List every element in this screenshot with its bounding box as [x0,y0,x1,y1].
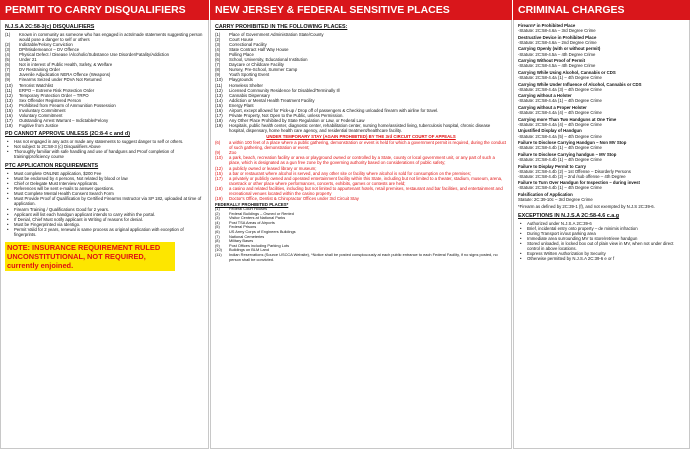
item-text: Under 21 [19,57,37,63]
item-text: Airport, except allowed for Pick-up / Drop off of passengers & Checking unloaded firearm with airline for travel. [229,107,439,113]
charge-item [518,58,685,68]
item-number: (13) [215,92,223,98]
item-text: Temporary Protection Order – TRPO [19,92,89,98]
charge-statute: -Statute: 2C:58-4.4a (5) – 4th Degree Crime [518,133,602,139]
list-item: • Immediate area surrounding MV to store/retrieve handgun [518,236,685,241]
item-text: National Cemeteries [229,233,265,239]
item-number: (7) [215,62,221,68]
item-text: School, University, Educational Institution [229,57,308,63]
item-number: (3) [5,47,11,53]
list-item: • Must be endorsed by 4 persons, Not related by blood or law [5,176,204,181]
item-number: (2) [5,42,11,47]
item-number: (14) [5,102,13,108]
federal-places-list [215,207,507,262]
item-text: Doctor's Office, Dentist & Chiropractor Offices under 3rd Circuit Stay [229,195,359,201]
item-text: Federal Prisons [229,224,257,230]
item-text: Court House [229,36,254,42]
charge-statute: -Statute: 2C:58-4.6a – 2nd Degree Crime [518,39,597,45]
item-number: (2) [215,36,221,42]
item-text: Involuntary Commitment [19,107,66,113]
item-number: (19) [215,195,223,201]
approval-conditions-list [5,139,204,159]
item-number: (3) [215,42,221,47]
item-text: a within 100 feet of a place where a public gathering, demonstration or event is held for which a government permit is required, during the conduct of such gathering, demonstration or event; [229,140,507,151]
charge-item [518,23,685,33]
stayed-places-list [215,140,507,201]
item-text: Place of Government Administration State/County [229,31,324,37]
list-item [215,253,507,262]
item-text: Visitor Centers at National Parks [229,215,286,221]
item-number: (5) [215,224,220,230]
item-number: (1) [5,31,11,37]
stay-notice: UNDER TEMPORARY STAY (AGAIN PROHIBITED) BY THE 3rd CIRCUIT COURT OF APPEALS [266,134,456,140]
item-text: a casino and related facilities, including but not limited to appurtenant hotels, retail premises, restaurant and bar facilities, and entertainment and recreational venues located within the casino property [229,185,503,196]
charge-statute: -Statute: 2C:58-4.4a (1) – 4th Degree Crime [518,98,602,104]
item-text: Military Bases [229,238,254,244]
list-item [215,176,507,186]
item-number: (11) [215,82,223,88]
item-number: (8) [215,67,221,73]
charge-statute: -Statute: 2C:58-4.4a (4) – 4th Degree Crime [518,110,602,116]
list-item [5,123,204,128]
charge-title: Carrying without a Holster [518,93,572,99]
charge-item [518,180,685,190]
charge-title: Carrying Openly (with or without permit) [518,46,601,52]
charge-item [518,93,685,103]
charge-item [518,140,685,150]
charge-item [518,46,685,56]
item-text: Fugitive from Justice [19,123,59,128]
charges-list [518,23,685,202]
item-number: (17) [215,175,223,181]
section-title: EXCEPTIONS IN N.J.S.A 2C:58-4.6 c.a.g [518,212,620,219]
item-number: (19) [215,123,223,128]
item-number: (4) [215,47,221,53]
item-text: a publicly owned or leased library or museum; [229,165,317,171]
column-header: NEW JERSEY & FEDERAL SENSITIVE PLACES [210,0,512,20]
item-number: (9) [215,150,221,156]
charge-statute: -Statute: 2C:58-4.4b (2) – 1st Offense – Disorderly Persons [518,168,631,174]
item-number: (10) [215,155,223,161]
column-header: PERMIT TO CARRY DISQUALIFIERS [0,0,209,20]
item-number: (3) [215,215,220,221]
item-text: Buildings on BLM Land [229,247,270,253]
charge-title: Failure to Disclose Carrying handgun – MV Stop [518,151,617,157]
item-number: (10) [215,247,222,253]
item-number: (9) [215,242,220,248]
item-text: Addiction or Mental Health Treatment Facility [229,97,315,103]
item-number: (5) [5,57,11,63]
item-text: ERPO – Extreme Risk Protection Order [19,87,95,93]
item-number: (10) [215,77,223,83]
item-text: Post Offices including Parking Lots [229,242,290,248]
item-number: (7) [5,67,11,73]
charge-title: Carrying Without Proof of Permit [518,58,586,64]
charge-title: Firearm* in Prohibited Place [518,23,576,28]
item-text: State Contract Half Way House [229,47,289,53]
item-number: (9) [5,77,11,83]
list-item: • Must Complete Mental Health Consent Search Form [5,191,204,196]
item-text: DV Restraining Order [19,67,61,73]
item-number: (12) [215,87,223,93]
list-item: • Authorized under N.J.S.A 2C:39-6 [518,221,685,226]
list-item [215,155,507,165]
item-number: (6) [215,140,221,146]
column-permit-disqualifiers [0,0,209,449]
item-text: Outstanding Arrest Warrant – Indictable/Felony [19,117,109,123]
item-text: Prohibited from Firearm of Ammunition Possession [19,102,116,108]
item-text: Known in community as someone who has engaged in acts/made statements suggesting person would pose a danger to self or others [19,31,203,42]
item-number: (18) [215,117,223,123]
footnote: *Firearm as defined by 2C:39-1 (f), and not exempted by N.J.S 2C:39-6. [518,203,655,209]
item-text: Youth Sporting Event [229,72,270,78]
item-text: Licensed Community Residence for Disabled/Terminally Ill [229,87,340,93]
list-item: • Must be Fingerprinted via Identigo. [5,222,204,227]
charge-title: Falsification of Application [518,192,573,198]
section-title: CARRY PROHIBITED IN THE FOLLOWING PLACES: [215,24,348,30]
disqualifier-list [5,32,204,128]
item-text: Daycare or Childcare Facility [229,62,284,68]
list-item: • Otherwise permitted by N.J.S.A 2C:39-6 e or f [518,256,685,261]
item-text: Private Property, Not Open to the Public, unless Permission. [229,112,344,118]
list-item: • Applicant will list each handgun applicant intends to carry within the portal. [5,212,204,217]
list-item: • Brief, incidental entry onto property – de minimis infraction [518,226,685,231]
charge-statute: -Statute: 2C:58-4.4a (3) – 4th Degree Crime [518,86,602,92]
item-number: (14) [215,97,223,103]
application-requirements-list [5,171,204,237]
column-body [210,20,512,449]
item-text: Correctional Facility [229,42,267,47]
charge-statute: -Statute: 2C:58-4.5a – 4th Degree Crime [518,51,596,57]
charge-title: Carrying without a Proper Holster [518,105,587,111]
charge-item [518,82,685,92]
charge-statute: -Statute: 2C:58-4.4b (2) – 2nd /sub offense – 4th Degree [518,173,626,179]
charge-title: Carrying more Than Two Handguns at One Time [518,116,617,122]
item-text: Post TSA Areas of Airports [229,219,275,225]
list-item: • If Denial, Chief Must notify applicant in Writing of reasons for denial. [5,217,204,222]
prohibited-places-list [215,32,507,133]
section-title: FEDERALLY PROHIBITED PLACES* [215,201,289,207]
item-number: (13) [5,97,13,103]
item-text: Indictable/Felony Conviction [19,42,73,47]
item-text: Firearms Seized under PDVA Not Returned [19,77,102,83]
charge-statute: -Statute: 2C:58-4.4b (1) – 4th Degree Crime [518,145,602,151]
item-number: (11) [5,87,13,93]
column-sensitive-places [210,0,512,449]
charge-item [518,105,685,115]
charge-title: Failure to Disclose Carrying Handgun – Non MV Stop [518,140,627,146]
list-item: • Firearm Training / Qualifications Good for 2 years. [5,207,204,212]
item-number: (12) [5,92,13,98]
item-text: Nursey, Pre-School, Summer Camp [229,67,298,73]
item-text: DP/Misdemeanor – DV Offence [19,47,80,53]
charge-title: Destructive Device in Prohibited Place [518,34,597,40]
item-text: Energy Plant [229,102,254,108]
charge-statute: -Statute: 2C:58-4.4b (1) – 4th Degree Crime [518,185,602,191]
item-text: Federal Court Houses [229,206,268,211]
item-number: (10) [5,82,13,88]
item-number: (1) [215,31,221,37]
item-text: a park, beach, recreation facility or area or playground owned or controlled by a State, county or local government unit, or any part of such a place, which is designated as a gun free zone by the governing authority based on considerations of public safety; [229,155,495,166]
item-number: (18) [215,185,223,191]
list-item: • Not subject to 2C:58-3 (c) Disqualifiers Above [5,144,204,149]
charge-statute: -Statute: 2C:58-4.6a – 3rd Degree Crime [518,28,596,34]
list-item: • Express Written Authorization by Security [518,251,685,256]
item-number: (8) [5,72,11,78]
item-number: (7) [215,233,220,239]
column-body [0,20,209,449]
charge-statute: Statute: 2C:39-10c – 3rd Degree Crime [518,197,593,203]
item-text: Playgrounds [229,77,253,83]
charge-item [518,128,685,138]
item-number: (4) [215,219,220,225]
item-number: (17) [5,117,13,123]
item-text: Physical Defect / Disease /Alcoholic/Substance Use Disorder/Fatality/Addiction [19,52,169,58]
charge-statute: -Statute: 2C:58-4.4a (1) – 4th Degree Crime [518,74,602,80]
insurance-note: NOTE: INSURANCE REQUIREMENT RULED UNCONSTITUTIONAL, NOT REQUIRED, currently enjoined. [5,242,175,271]
list-item: • Thoroughly familiar with safe handling and use of handguns and Proof completion of training/proficiency course [5,149,204,159]
item-text: Juvenile Adjudication NERA Offence (Weapons) [19,72,111,78]
charge-item [518,152,685,162]
item-number: (6) [215,229,220,235]
charge-statute: -Statute: 2C:58-4.4a (4) – 4th Degree Crime [518,121,602,127]
item-number: (6) [215,57,221,63]
item-number: (16) [5,112,13,118]
item-text: Federal Buildings – Owned or Rented [229,210,294,216]
list-item: • Must Provide Proof of Qualification by Certified Firearms Instructor via SP 182, uploaded at time of application. [5,196,204,206]
column-body [513,20,690,449]
item-number: (8) [215,238,220,244]
charge-statute: -Statute: 2C:58-4.4b (1) – 4th Degree Crime [518,156,602,162]
column-criminal-charges [513,0,690,449]
section-title: PTC APPLICATION REQUIREMENTS [5,163,99,170]
item-text: Any Other Place Prohibited by State Regulation or Law, or Federal Law [229,117,365,123]
charge-title: Failure to Turn Over Handgun for Inspection – during invest [518,180,640,186]
item-number: (2) [215,210,220,216]
charge-item [518,164,685,179]
item-number: (4) [5,52,11,58]
item-text: a privately or publicly owned and operated entertainment facility within this State, including but not limited to a theater, stadium, museum, arena, racetrack or other place where performances, concerts, exhibits, games or contests are held; [229,175,503,186]
charge-item [518,35,685,45]
list-item: • Chief or Delegate Must Interview Applicants. [5,181,204,186]
item-text: Polling Place [229,52,254,58]
list-item [5,32,204,42]
section-title: PD CANNOT APPROVE UNLESS (2C:8-4 c and d) [5,131,130,138]
item-number: (17) [215,112,223,118]
list-item: • Has not engaged in any acts or made any statements to suggest danger to self or others. [5,139,204,144]
item-text: Cannabis Dispensary [229,92,270,98]
item-text: Homeless Shelter [229,82,263,88]
charge-title: Unjustified Display of Handgun [518,128,582,134]
item-number: (5) [215,52,221,58]
item-text: Hospitals, public health center, diagnostic center, rehabilitation center, nursing home/assisted living, tuberculosis hospital, chronic disease hospital, dispensary, home health care agency, and residential treatment/healthcare facility. [229,123,491,134]
item-text: Terrorist Watchlist [19,82,53,88]
list-item: • Must complete ONLINE application, $200 Fee [5,171,204,176]
item-text: Indian Reservations (Source USCCA Website), *Notice shall be posted conspicuously at each public entrance to each Federal Facility, if no signs posted, no person shall be convicted. [229,252,498,262]
item-number: (12) [215,165,223,171]
list-item: • Permit Valid for 2 years, renewal is same process as original application with exception of fingerprints. [5,227,204,237]
item-text: a bar or restaurant where alcohol is served, and any other site or facility where alcohol is sold for consumption on the premises; [229,170,471,176]
charge-title: Failure to Display Permit to Carry [518,163,587,169]
list-item [215,186,507,196]
section-title: N.J.S.A 2C:58-3(c) DISQUALIFIERS [5,24,95,30]
charge-item [518,70,685,80]
item-text: Zoo [229,150,237,156]
charge-item [518,117,685,127]
charge-title: Carrying While Using Alcohol, Cannabis or CDS [518,69,616,75]
charge-title: Carrying While Under Influence of Alcohol, Cannabis or CDS [518,81,642,87]
list-item: • References will be sent e-mails to answer questions. [5,186,204,191]
item-number: (15) [5,107,13,113]
charge-statute: -Statute: 2C:58-4.5a – 4th Degree Crime [518,63,596,69]
exceptions-list [518,221,685,262]
item-number: (18) [5,123,13,128]
item-number: (6) [5,62,11,68]
list-item [215,123,507,133]
item-text: Voluntary Commitment [19,112,63,118]
charge-item [518,192,685,202]
item-text: Not in interest of Public Health, Safety, & Welfare [19,62,113,68]
list-item [215,140,507,150]
list-item: • During Transport in/out parking area [518,231,685,236]
item-number: (9) [215,72,221,78]
item-number: (15) [215,102,223,108]
item-text: US Army Corps of Engineers Buildings [229,229,296,235]
item-number: (16) [215,107,223,113]
item-text: Sex Offender Registered Person [19,97,82,103]
item-number: (15) [215,170,223,176]
list-item [215,196,507,201]
item-number: (1) [215,206,220,211]
column-header: CRIMINAL CHARGES [513,0,690,20]
item-number: (11) [215,252,222,258]
list-item: • Stored unloaded, in locked box out of plain view in MV, when not under direct control in above locations. [518,241,685,251]
